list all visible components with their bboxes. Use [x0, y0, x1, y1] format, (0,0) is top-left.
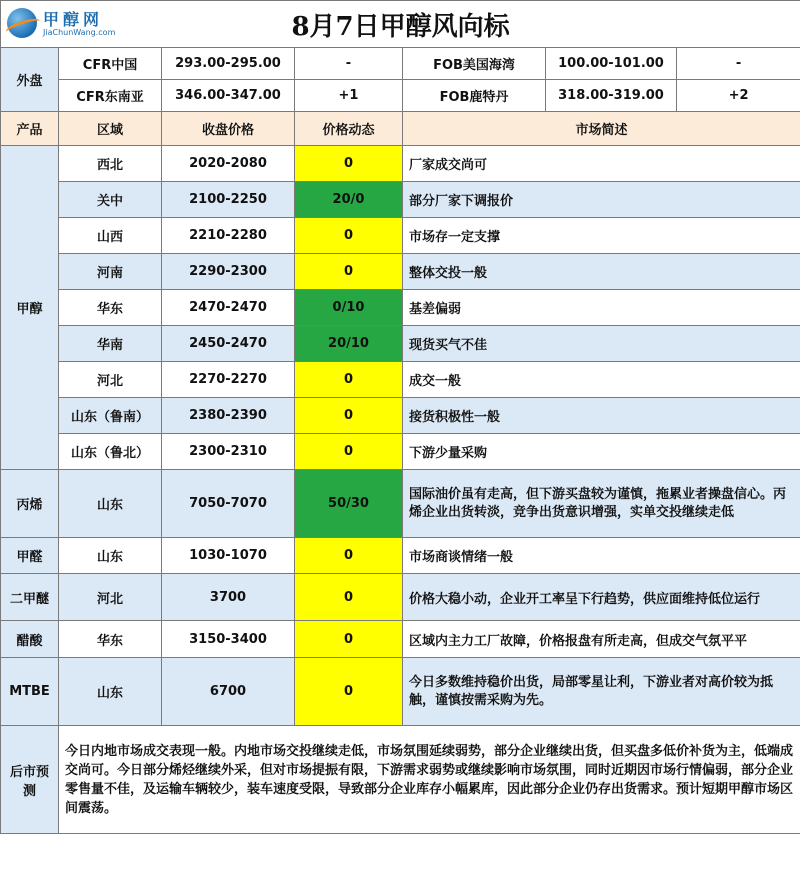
desc-cell: 部分厂家下调报价 [403, 182, 800, 218]
table-row [1, 254, 800, 290]
table-row [1, 182, 800, 218]
region-cell: 山东 [59, 538, 162, 574]
region-cell: 西北 [59, 146, 162, 182]
region-cell: 华东 [59, 290, 162, 326]
region-cell: 山东 [59, 470, 162, 538]
dynamic-cell: 20/10 [295, 326, 403, 362]
table-row [1, 398, 800, 434]
dynamic-cell: 0 [295, 146, 403, 182]
dynamic-cell: 0 [295, 658, 403, 726]
desc-cell: 成交一般 [403, 362, 800, 398]
table-row [1, 470, 800, 538]
region-cell: 山东 [59, 658, 162, 726]
ext-right-change: +2 [677, 80, 800, 112]
desc-cell: 区域内主力工厂故障，价格报盘有所走高，但成交气氛平平 [403, 621, 800, 658]
dynamic-cell: 0 [295, 538, 403, 574]
table-row [1, 218, 800, 254]
dynamic-cell: 0 [295, 574, 403, 621]
ext-right-price: 318.00-319.00 [546, 80, 677, 112]
product-cell: 甲醛 [1, 538, 59, 574]
region-cell: 关中 [59, 182, 162, 218]
table-row [1, 146, 800, 182]
ext-right-name: FOB美国海湾 [403, 48, 546, 80]
region-cell: 华东 [59, 621, 162, 658]
region-cell: 山东（鲁北） [59, 434, 162, 470]
region-cell: 华南 [59, 326, 162, 362]
price-cell: 2380-2390 [162, 398, 295, 434]
ext-left-price: 346.00-347.00 [162, 80, 295, 112]
desc-cell: 国际油价虽有走高，但下游买盘较为谨慎，拖累业者操盘信心。丙烯企业出货转淡，竞争出货意识增强，实单交投继续走低 [403, 470, 800, 538]
table-row [1, 538, 800, 574]
price-cell: 2450-2470 [162, 326, 295, 362]
table-row [1, 621, 800, 658]
price-cell: 2100-2250 [162, 182, 295, 218]
table-row [1, 362, 800, 398]
desc-cell: 今日多数维持稳价出货，局部零星让利，下游业者对高价较为抵触，谨慎按需采购为先。 [403, 658, 800, 726]
table-row [1, 326, 800, 362]
desc-cell: 基差偏弱 [403, 290, 800, 326]
price-cell: 2470-2470 [162, 290, 295, 326]
header-row [1, 112, 800, 146]
product-cell: 二甲醚 [1, 574, 59, 621]
ext-left-price: 293.00-295.00 [162, 48, 295, 80]
price-cell: 2300-2310 [162, 434, 295, 470]
desc-cell: 市场商谈情绪一般 [403, 538, 800, 574]
desc-cell: 市场存一定支撑 [403, 218, 800, 254]
ext-left-name: CFR中国 [59, 48, 162, 80]
logo-url: JiaChunWang.com [43, 28, 116, 37]
table-row [1, 290, 800, 326]
product-cell: 醋酸 [1, 621, 59, 658]
price-cell: 3150-3400 [162, 621, 295, 658]
dynamic-cell: 50/30 [295, 470, 403, 538]
ext-right-name: FOB鹿特丹 [403, 80, 546, 112]
table-row [1, 574, 800, 621]
desc-cell: 下游少量采购 [403, 434, 800, 470]
region-cell: 河北 [59, 362, 162, 398]
jiachunwang-logo [7, 5, 127, 43]
page-title: 8月7日甲醇风向标 [291, 11, 510, 42]
forecast-text: 今日内地市场成交表现一般。内地市场交投继续走低，市场氛围延续弱势，部分企业继续出货，但买盘多低价补货为主，低端成交尚可。今日部分烯烃继续外采，但对市场提振有限，下游需求弱势或继续影响市场氛围，同时近期因市场行情偏弱，部分企业零售量不佳，及运输车辆较少，装车速度受限，导致部分企业库存小幅累库，因此部分企业仍存出货需求。预计短期甲醇市场区间震荡。 [59, 726, 800, 834]
header-price: 收盘价格 [162, 112, 295, 146]
table-row [1, 434, 800, 470]
forecast-label: 后市预测 [1, 726, 59, 834]
price-cell: 1030-1070 [162, 538, 295, 574]
header-region: 区域 [59, 112, 162, 146]
external-label: 外盘 [1, 48, 59, 112]
region-cell: 山西 [59, 218, 162, 254]
header-dynamics: 价格动态 [295, 112, 403, 146]
desc-cell: 现货买气不佳 [403, 326, 800, 362]
ext-right-change: - [677, 48, 800, 80]
dynamic-cell: 0 [295, 434, 403, 470]
desc-cell: 接货积极性一般 [403, 398, 800, 434]
ext-left-change: - [295, 48, 403, 80]
title-bar [1, 1, 800, 48]
desc-cell: 整体交投一般 [403, 254, 800, 290]
price-cell: 2020-2080 [162, 146, 295, 182]
desc-cell: 价格大稳小动，企业开工率呈下行趋势，供应面维持低位运行 [403, 574, 800, 621]
dynamic-cell: 20/0 [295, 182, 403, 218]
region-cell: 河北 [59, 574, 162, 621]
header-desc: 市场简述 [403, 112, 800, 146]
desc-cell: 厂家成交尚可 [403, 146, 800, 182]
ext-left-name: CFR东南亚 [59, 80, 162, 112]
dynamic-cell: 0 [295, 398, 403, 434]
price-cell: 2290-2300 [162, 254, 295, 290]
dynamic-cell: 0 [295, 362, 403, 398]
forecast-row [1, 726, 800, 834]
price-cell: 3700 [162, 574, 295, 621]
price-cell: 2210-2280 [162, 218, 295, 254]
product-methanol: 甲醇 [1, 146, 59, 470]
logo-text: 甲醇网 [43, 10, 104, 29]
dynamic-cell: 0 [295, 254, 403, 290]
region-cell: 山东（鲁南） [59, 398, 162, 434]
region-cell: 河南 [59, 254, 162, 290]
dynamic-cell: 0 [295, 621, 403, 658]
product-cell: 丙烯 [1, 470, 59, 538]
dynamic-cell: 0 [295, 218, 403, 254]
dynamic-cell: 0/10 [295, 290, 403, 326]
price-cell: 6700 [162, 658, 295, 726]
price-cell: 2270-2270 [162, 362, 295, 398]
ext-left-change: +1 [295, 80, 403, 112]
product-cell: MTBE [1, 658, 59, 726]
price-cell: 7050-7070 [162, 470, 295, 538]
ext-right-price: 100.00-101.00 [546, 48, 677, 80]
table-row [1, 658, 800, 726]
header-product: 产品 [1, 112, 59, 146]
